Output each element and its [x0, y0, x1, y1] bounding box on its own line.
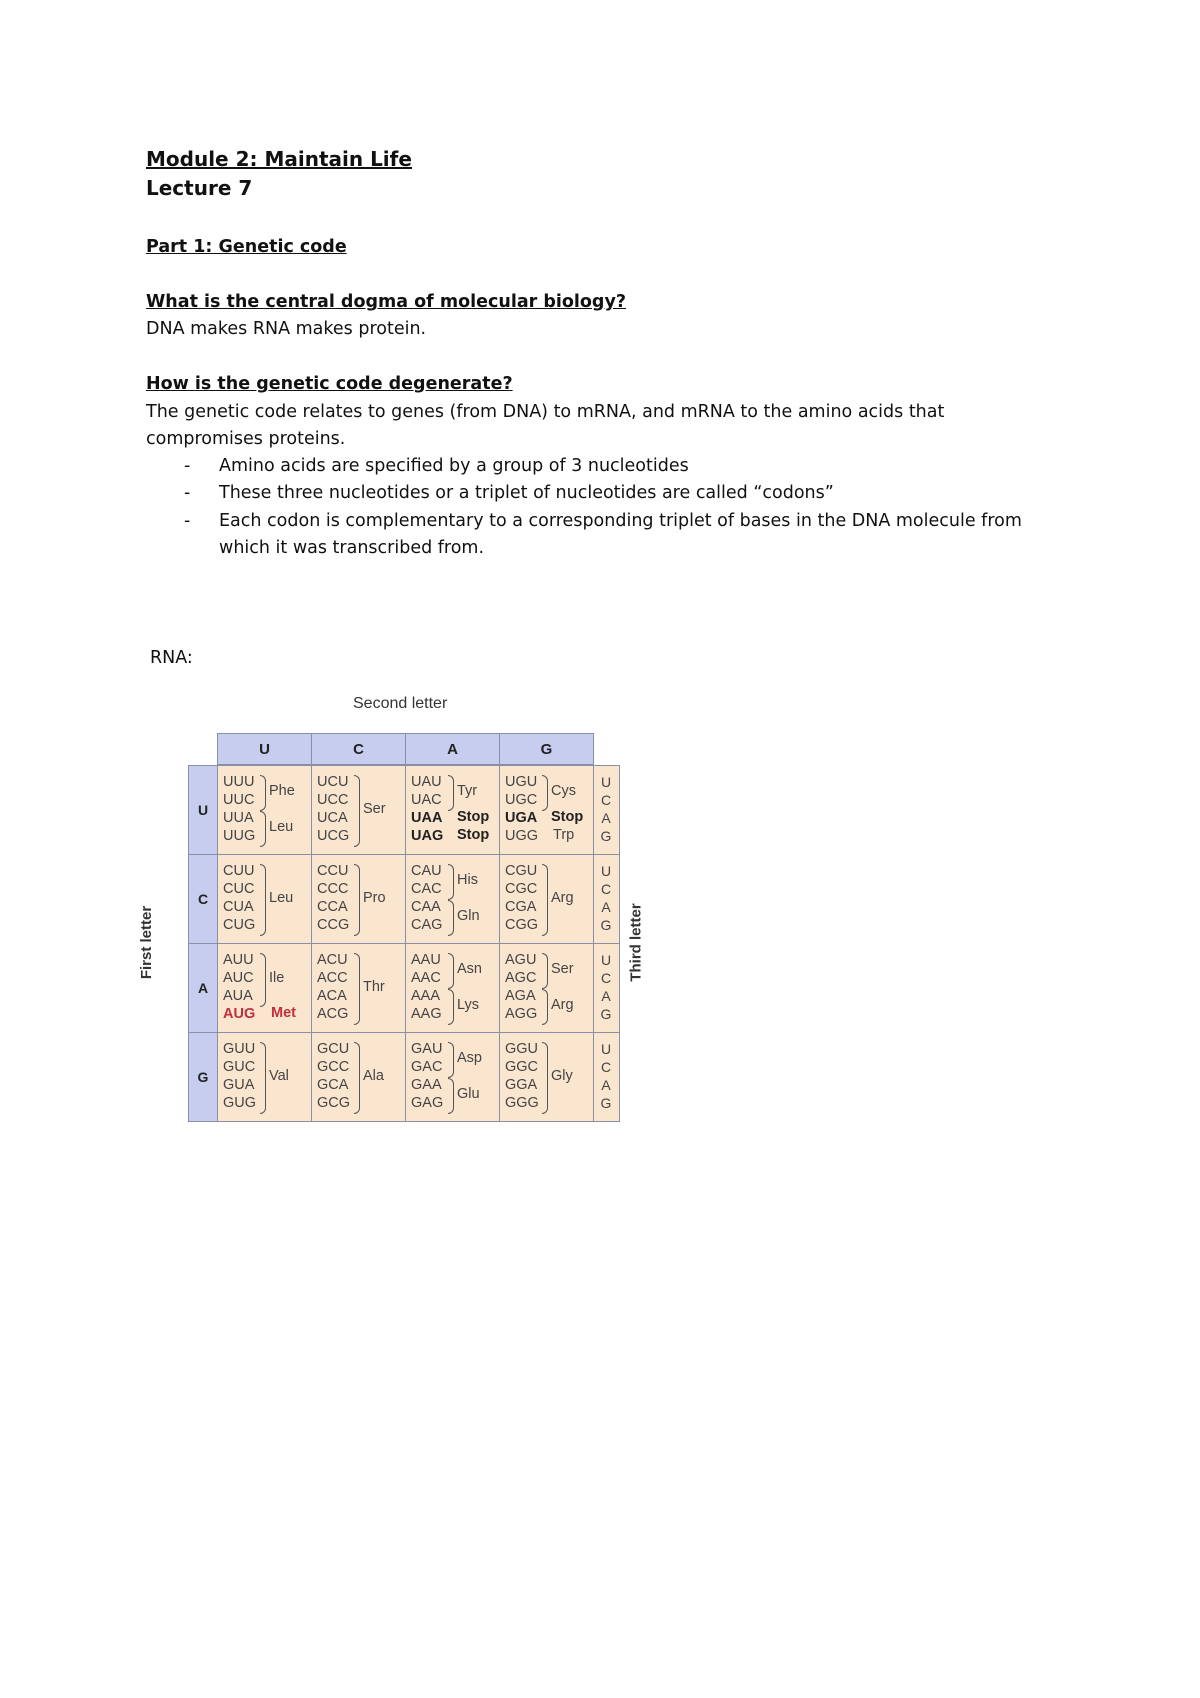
brace: [260, 775, 266, 811]
amino-acid: Gln: [457, 908, 480, 924]
amino-acid: Cys: [551, 783, 576, 799]
lecture-title: Lecture 7: [146, 176, 253, 200]
codon: GGA: [505, 1077, 538, 1093]
codon: ACA: [317, 988, 347, 1004]
brace: [260, 811, 266, 847]
third-letter-label: Third letter: [627, 903, 645, 982]
stop-label: Stop: [457, 809, 490, 825]
codon: AUA: [223, 988, 253, 1004]
codon: GUU: [223, 1041, 256, 1057]
brace: [448, 900, 454, 936]
third-letter: G: [600, 1006, 612, 1022]
codon: CUU: [223, 863, 255, 879]
codon: UAU: [411, 774, 442, 790]
row-header: C: [188, 854, 218, 944]
third-letter: C: [600, 970, 612, 986]
codon: CUA: [223, 899, 254, 915]
amino-acid: Ala: [363, 1068, 384, 1084]
codon: AGA: [505, 988, 536, 1004]
bullet-dash: -: [184, 456, 191, 476]
brace: [260, 864, 266, 936]
codon: AUU: [223, 952, 254, 968]
brace: [448, 1042, 454, 1078]
codon: UGG: [505, 828, 539, 844]
amino-acid: Tyr: [457, 783, 478, 799]
codon: UGU: [505, 774, 538, 790]
brace: [354, 864, 360, 936]
codon: GCA: [317, 1077, 349, 1093]
met-label: Met: [271, 1005, 296, 1021]
amino-acid: Pro: [363, 890, 386, 906]
third-letter: A: [601, 810, 611, 826]
codon: UCC: [317, 792, 349, 808]
third-letter: C: [600, 1059, 612, 1075]
bullet-dash: -: [184, 511, 191, 531]
codon: CUG: [223, 917, 256, 933]
amino-acid: Asp: [457, 1050, 482, 1066]
bullet-item: These three nucleotides or a triplet of nucleotides are called “codons”: [219, 483, 834, 503]
brace: [354, 775, 360, 847]
brace: [448, 1078, 454, 1114]
bullet-dash: -: [184, 483, 191, 503]
third-letter: U: [600, 863, 612, 879]
brace: [448, 864, 454, 900]
amino-acid: Gly: [551, 1068, 573, 1084]
codon: CAU: [411, 863, 442, 879]
third-letter: U: [600, 774, 612, 790]
third-letter: G: [600, 917, 612, 933]
codon: CCG: [317, 917, 350, 933]
codon: CAG: [411, 917, 443, 933]
codon: GGU: [505, 1041, 539, 1057]
codon: AAC: [411, 970, 441, 986]
codon: UCG: [317, 828, 350, 844]
brace: [542, 953, 548, 989]
codon: UGC: [505, 792, 538, 808]
codon: GCU: [317, 1041, 350, 1057]
amino-acid: Ser: [363, 801, 386, 817]
codon: UUU: [223, 774, 255, 790]
amino-acid: Arg: [551, 997, 574, 1013]
amino-acid: Ile: [269, 970, 285, 986]
row-header: U: [188, 765, 218, 855]
row-header: G: [188, 1032, 218, 1122]
codon: CCC: [317, 881, 349, 897]
codon: UUC: [223, 792, 255, 808]
codon: CGG: [505, 917, 539, 933]
codon: GAU: [411, 1041, 443, 1057]
amino-acid: Leu: [269, 890, 294, 906]
column-header: C: [311, 733, 406, 765]
brace: [260, 953, 266, 1007]
question-central-dogma: What is the central dogma of molecular biology?: [146, 292, 627, 312]
row-header: A: [188, 943, 218, 1033]
codon: UCA: [317, 810, 348, 826]
third-letter: A: [601, 899, 611, 915]
codon: CGU: [505, 863, 538, 879]
codon: AGU: [505, 952, 537, 968]
codon: GUG: [223, 1095, 257, 1111]
codon: UUA: [223, 810, 254, 826]
part-heading: Part 1: Genetic code: [146, 237, 347, 257]
codon: AGG: [505, 1006, 538, 1022]
codon: CGA: [505, 899, 537, 915]
codon: CGC: [505, 881, 538, 897]
column-header: U: [217, 733, 312, 765]
codon: GGC: [505, 1059, 539, 1075]
column-header: A: [405, 733, 500, 765]
codon: AAG: [411, 1006, 442, 1022]
question-degenerate: How is the genetic code degenerate?: [146, 374, 513, 394]
codon: ACG: [317, 1006, 349, 1022]
third-letter: A: [601, 988, 611, 1004]
codon: AUC: [223, 970, 254, 986]
codon: UCU: [317, 774, 349, 790]
third-letter: G: [600, 1095, 612, 1111]
codon: UUG: [223, 828, 256, 844]
brace: [542, 1042, 548, 1114]
brace: [542, 989, 548, 1025]
amino-acid: Arg: [551, 890, 574, 906]
codon: UAG: [411, 828, 444, 844]
codon: UAC: [411, 792, 442, 808]
module-title: Module 2: Maintain Life: [146, 147, 412, 171]
codon: CUC: [223, 881, 255, 897]
third-letter: A: [601, 1077, 611, 1093]
codon: CCA: [317, 899, 348, 915]
amino-acid: Lys: [457, 997, 480, 1013]
third-letter: C: [600, 792, 612, 808]
codon: CCU: [317, 863, 349, 879]
bullet-item: Amino acids are specified by a group of 3 nucleotides: [219, 456, 689, 476]
codon: AAU: [411, 952, 441, 968]
brace: [542, 864, 548, 936]
codon: UAA: [411, 810, 443, 826]
codon: ACU: [317, 952, 348, 968]
codon: AUG: [223, 1006, 256, 1022]
codon: GAC: [411, 1059, 443, 1075]
amino-acid: Phe: [269, 783, 295, 799]
codon: UGA: [505, 810, 538, 826]
codon: CAC: [411, 881, 442, 897]
brace: [448, 775, 454, 811]
paragraph-line-2: compromises proteins.: [146, 429, 346, 449]
brace: [448, 989, 454, 1025]
codon: GCC: [317, 1059, 350, 1075]
brace: [448, 953, 454, 989]
bullet-item: Each codon is complementary to a corresponding triplet of bases in the DNA molecule from: [219, 511, 1022, 531]
codon: CAA: [411, 899, 441, 915]
codon: GUA: [223, 1077, 255, 1093]
bullet-item-continuation: which it was transcribed from.: [219, 538, 485, 558]
codon: GGG: [505, 1095, 539, 1111]
brace: [354, 953, 360, 1025]
amino-acid: Thr: [363, 979, 385, 995]
codon: GAG: [411, 1095, 444, 1111]
third-letter: G: [600, 828, 612, 844]
third-letter: U: [600, 1041, 612, 1057]
amino-acid: Leu: [269, 819, 294, 835]
stop-label: Stop: [551, 809, 584, 825]
amino-acid: Trp: [553, 827, 575, 843]
second-letter-label: Second letter: [353, 695, 448, 712]
amino-acid: Ser: [551, 961, 574, 977]
brace: [354, 1042, 360, 1114]
amino-acid: Val: [269, 1068, 289, 1084]
amino-acid: Asn: [457, 961, 482, 977]
brace: [260, 1042, 266, 1114]
third-letter: C: [600, 881, 612, 897]
codon: GCG: [317, 1095, 351, 1111]
third-letter: U: [600, 952, 612, 968]
answer-central-dogma: DNA makes RNA makes protein.: [146, 319, 427, 339]
stop-label: Stop: [457, 827, 490, 843]
codon: AAA: [411, 988, 441, 1004]
amino-acid: Glu: [457, 1086, 480, 1102]
codon-table-figure: [138, 695, 670, 1135]
first-letter-label: First letter: [138, 905, 156, 980]
paragraph-line-1: The genetic code relates to genes (from DNA) to mRNA, and mRNA to the amino acids that: [146, 402, 945, 422]
brace: [542, 775, 548, 811]
codon: GUC: [223, 1059, 256, 1075]
column-header: G: [499, 733, 594, 765]
codon: ACC: [317, 970, 348, 986]
rna-label: RNA:: [150, 648, 193, 668]
codon: AGC: [505, 970, 537, 986]
codon: GAA: [411, 1077, 442, 1093]
amino-acid: His: [457, 872, 478, 888]
